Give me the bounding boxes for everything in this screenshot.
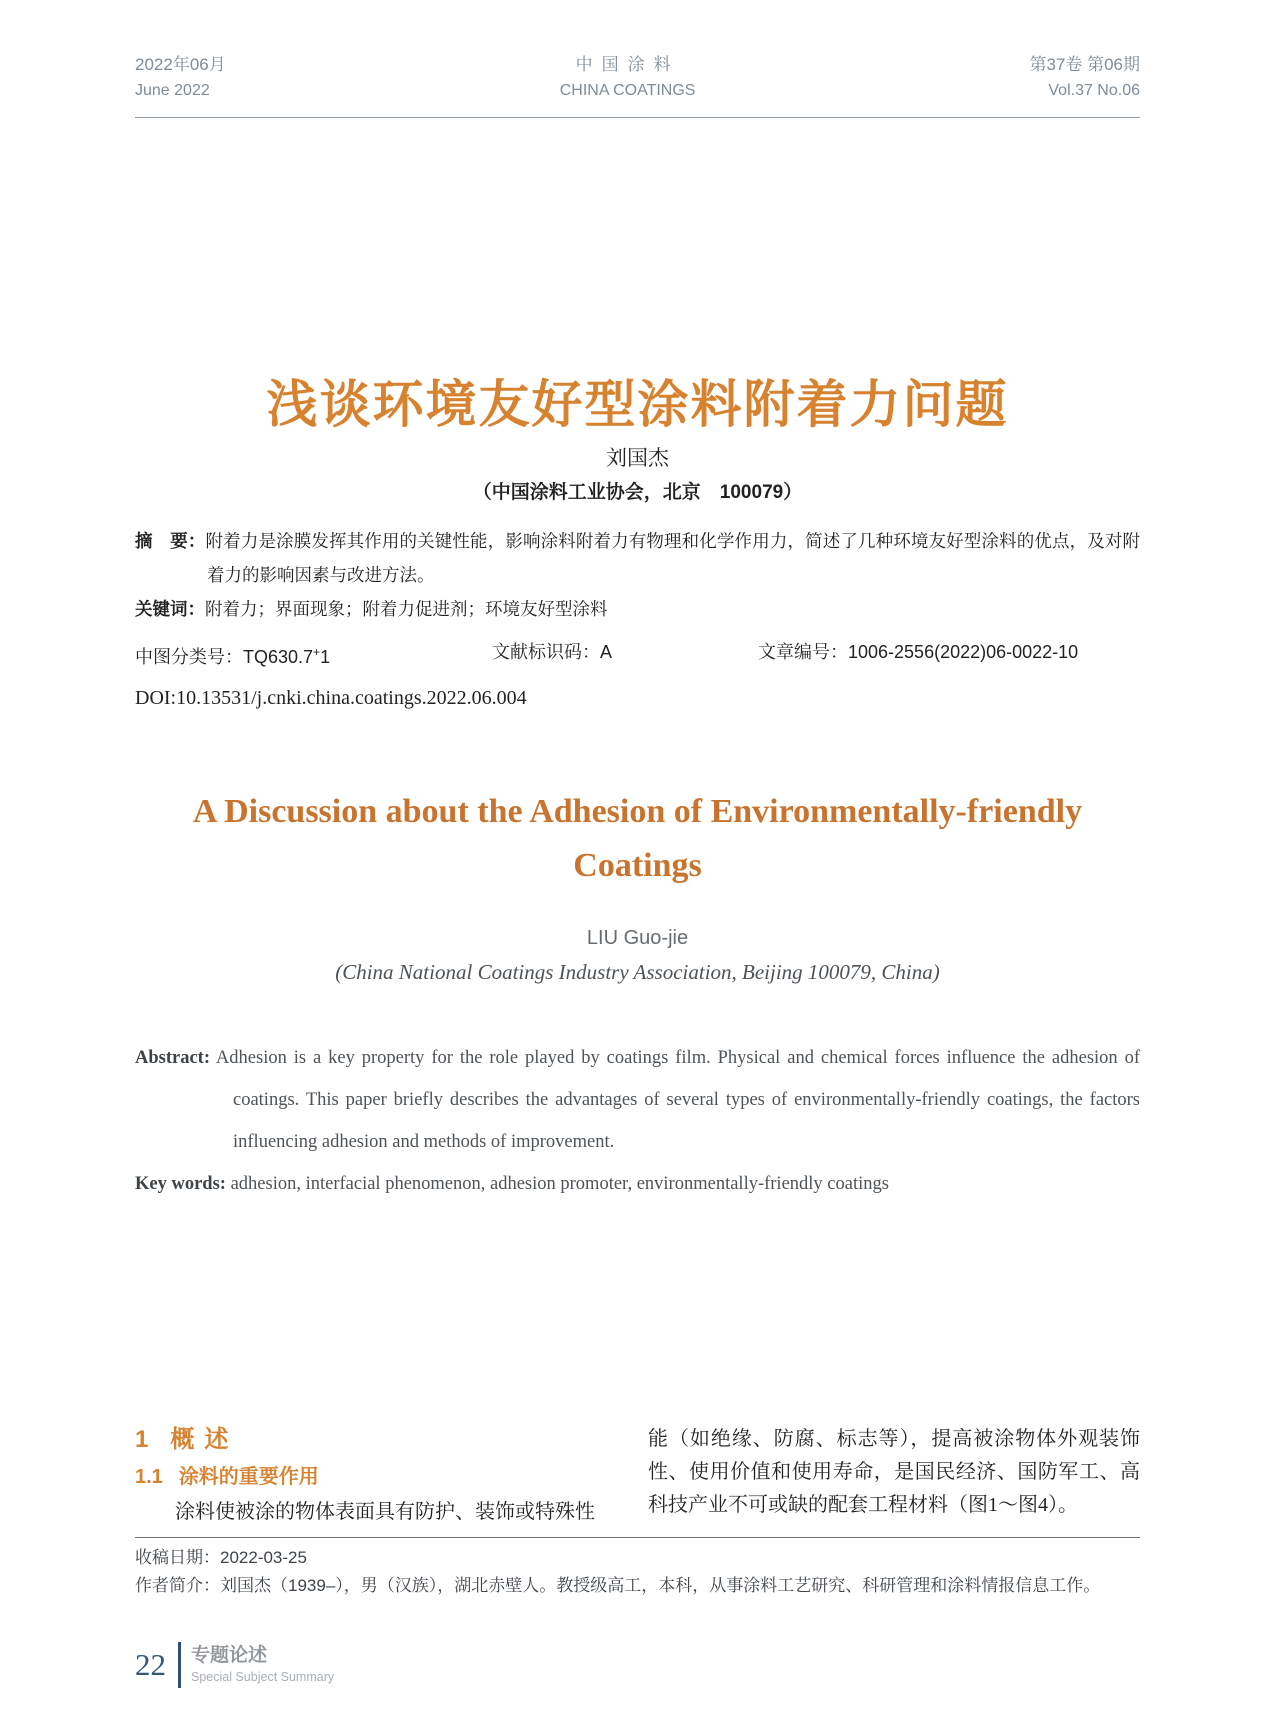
section-1-title: 概述 [170,1426,239,1453]
article-id-label: 文章编号： [758,642,848,662]
abstract-en [135,1037,1140,1163]
doi: DOI:10.13531/j.cnki.china.coatings.2022.06.004 [135,687,527,709]
keywords-cn [135,592,1140,626]
footnotes [135,1544,1140,1600]
abstract-cn [135,524,1140,592]
column-title-cn: 专题论述 [191,1645,268,1666]
author-name-cn: 刘国杰 [606,447,669,470]
affiliation-en: (China National Coatings Industry Association, Beijing 100079, China) [335,960,940,984]
keywords-en-text: adhesion, interfacial phenomenon, adhesion promoter, environmentally-friendly coatings [230,1174,889,1194]
article-id [758,636,1078,673]
received-date-label: 收稿日期： [135,1548,220,1567]
section-1-1-heading [135,1463,627,1491]
abstract-cn-block [135,524,1140,626]
received-date [135,1544,1140,1572]
author-name-en: LIU Guo-jie [586,927,689,949]
section-1-1-title: 涂料的重要作用 [178,1466,319,1488]
journal-name-en: CHINA COATINGS [559,82,696,99]
section-1-number: 1 [135,1426,149,1453]
abstract-cn-label: 摘 要： [135,531,206,551]
clc-superscript: + [313,645,321,659]
section-1-heading [135,1423,627,1457]
clc-label: 中图分类号： [135,647,243,667]
journal-name-cn: 中国涂料 [575,55,680,74]
article-title-cn: 浅谈环境友好型涂料附着力问题 [266,376,1009,433]
document-code [492,636,758,673]
body-column-left [135,1423,627,1529]
clc-value: TQ630.7 [243,647,314,667]
abstract-cn-text: 附着力是涂膜发挥其作用的关键性能，影响涂料附着力有物理和化学作用力，简述了几种环境友好型涂料的优点，及对附着力的影响因素与改进方法。 [205,531,1141,585]
column-title-en: Special Subject Summary [191,1670,335,1684]
issue-date-en: June 2022 [135,82,210,99]
author-bio-value: 刘国杰（1939–），男（汉族），湖北赤壁人。教授级高工，本科，从事涂料工艺研究、科研管理和涂料情报信息工作。 [220,1576,1101,1595]
volume-issue-en: Vol.37 No.06 [1048,82,1140,99]
header-divider [135,117,1140,118]
body-column-right [648,1423,1140,1522]
clc-tail: 1 [320,647,331,667]
volume-issue-cn: 第37卷 第06期 [1029,55,1140,74]
article-id-value: 1006-2556(2022)06-0022-10 [848,642,1079,662]
author-bio [135,1572,1140,1600]
body-paragraph-left: 涂料使被涂的物体表面具有防护、装饰或特殊性 [175,1501,595,1523]
body-paragraph-right: 能（如绝缘、防腐、标志等），提高被涂物体外观装饰性、使用价值和使用寿命，是国民经济、国防军工、高科技产业不可或缺的配套工程材料（图1～图4）。 [648,1428,1140,1516]
keywords-cn-text: 附着力；界面现象；附着力促进剂；环境友好型涂料 [205,599,608,619]
affiliation-cn: （中国涂料工业协会，北京 100079） [472,482,803,503]
section-1-1-number: 1.1 [135,1466,163,1488]
page-footer [135,1642,1140,1688]
document-code-value: A [600,642,613,662]
keywords-en-label: Key words: [135,1174,226,1194]
article-title-en-line1: A Discussion about the Adhesion of Environmentally-friendly [192,793,1083,830]
abstract-en-text: Adhesion is a key property for the role played by coatings film. Physical and chemical forces influence the adhesion of coatings. This paper briefly describes the advantages of several types of environmentally-friendly coatings, the factors influencing adhesion and methods of improvement. [215,1048,1141,1152]
abstract-en-label: Abstract: [135,1048,211,1068]
classification-row [135,636,1140,673]
header-journal-name [560,52,696,104]
received-date-value: 2022-03-25 [220,1548,307,1567]
article-title-en-line2: Coatings [573,847,702,884]
footnote-divider [135,1537,1140,1538]
page-number: 22 [135,1647,166,1682]
column-section [191,1644,334,1686]
abstract-en-block [135,1037,1140,1205]
keywords-en [135,1163,1140,1205]
issue-date-cn: 2022年06月 [135,55,226,74]
header-volume-issue [1029,52,1140,104]
clc-number [135,636,492,673]
header-issue-date [135,52,226,104]
article-title-en [135,785,1140,893]
body-columns [135,1423,1140,1529]
footer-divider-bar [178,1642,181,1688]
author-bio-label: 作者简介： [135,1576,220,1595]
page-header [135,52,1140,104]
keywords-cn-label: 关键词： [135,599,205,619]
document-code-label: 文献标识码： [492,642,600,662]
